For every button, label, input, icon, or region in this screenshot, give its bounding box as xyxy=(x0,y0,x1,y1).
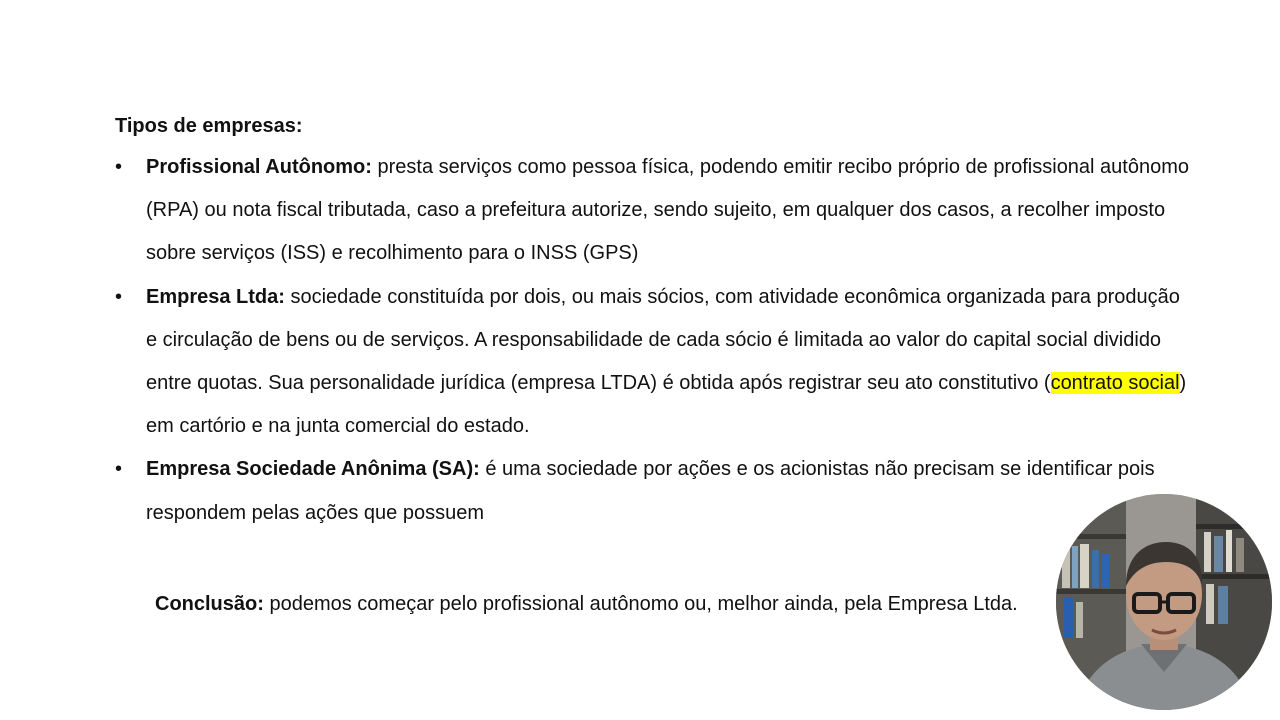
conclusion-term: Conclusão: xyxy=(155,593,264,615)
bullet-icon: • xyxy=(115,156,123,178)
item-term: Empresa Sociedade Anônima (SA): xyxy=(146,458,480,481)
list-item xyxy=(115,276,1190,449)
list-item xyxy=(115,448,1190,534)
presenter-webcam-icon xyxy=(1056,494,1272,710)
highlighted-text: contrato social xyxy=(1050,372,1180,395)
conclusion xyxy=(155,589,1075,619)
conclusion-text: podemos começar pelo profissional autônomo ou, melhor ainda, pela Empresa Ltda. xyxy=(263,593,1018,615)
presenter-webcam xyxy=(1056,494,1272,710)
item-text: sociedade constituída por dois, ou mais sócios, com atividade econômica organizada para produção e circulação de bens ou de serviços. A responsabilidade de cada sócio é limitada ao valor do capital social dividido entre quotas. Sua personalidade jurídica (empresa LTDA) é obtida após registrar seu ato constitutivo ( xyxy=(146,285,1180,395)
item-term: Profissional Autônomo: xyxy=(146,156,372,178)
bullet-icon: • xyxy=(115,458,123,481)
item-term: Empresa Ltda: xyxy=(146,285,285,308)
item-text-after: ) em cartório e na junta comercial do estado. xyxy=(146,372,1187,438)
item-text: presta serviços como pessoa física, podendo emitir recibo próprio de profissional autônomo (RPA) ou nota fiscal tributada, caso a prefeitura autorize, sendo sujeito, em qualquer dos casos, a recolher imposto sobre serviços (ISS) e recolhimento para o INSS (GPS) xyxy=(146,156,1190,265)
bullet-list xyxy=(115,146,1190,535)
slide-heading: Tipos de empresas: xyxy=(115,115,303,137)
list-item xyxy=(115,146,1190,276)
item-text: é uma sociedade por ações e os acionistas não precisam se identificar pois respondem pelas ações que possuem xyxy=(146,458,1155,524)
bullet-icon: • xyxy=(115,285,123,308)
